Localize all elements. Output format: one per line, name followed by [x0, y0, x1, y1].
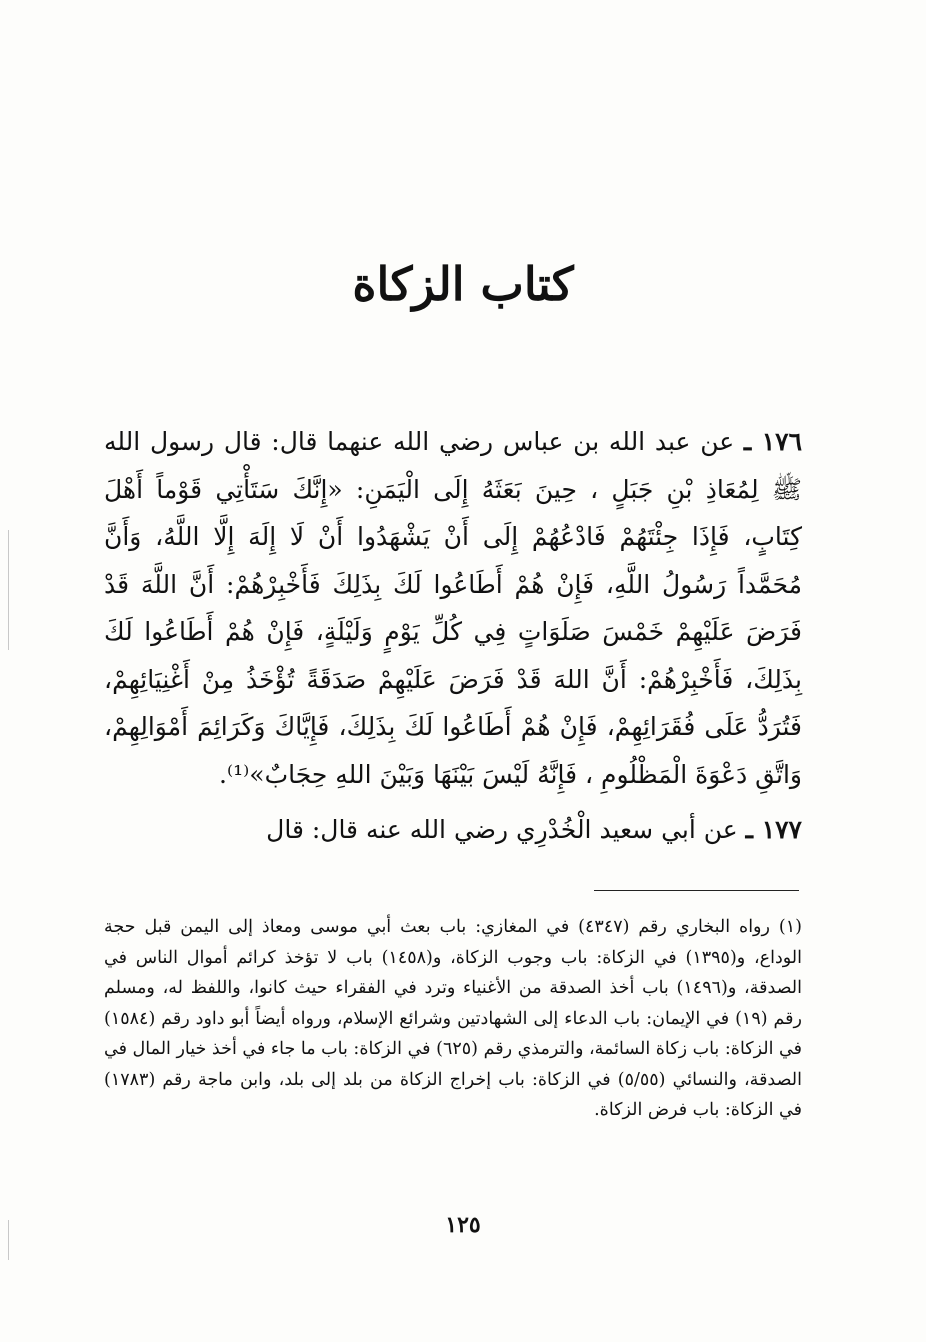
scan-edge-mark: [8, 530, 9, 650]
page-number: ١٢٥: [445, 1212, 481, 1238]
hadith-number: ١٧٧ ـ: [745, 815, 802, 844]
hadith-text: عن أبي سعيد الْخُدْرِي رضي الله عنه قال: قال: [266, 815, 738, 844]
hadith-body: [104, 418, 802, 854]
footnotes: [104, 912, 802, 1126]
footnote-separator: [594, 890, 799, 891]
hadith-176: [104, 418, 802, 798]
hadith-177: [104, 806, 802, 854]
hadith-number: ١٧٦ ـ: [743, 427, 803, 456]
footnote-1: [104, 912, 802, 1126]
chapter-title: كتاب الزكاة: [352, 256, 574, 311]
hadith-text: عن عبد الله بن عباس رضي الله عنهما قال: قال رسول الله ﷺ لِمُعَاذِ بْنِ جَبَلٍ ، حِينَ بَعَثَهُ إِلَى الْيَمَنِ: «إِنَّكَ سَتَأْتِي قَوْماً أَهْلَ كِتَابٍ، فَإِذَا جِئْتَهُمْ فَادْعُهُمْ إِلَى أَنْ يَشْهَدُوا أَنْ لَا إِلَهَ إِلَّا اللَّهُ، وَأَنَّ مُحَمَّداً رَسُولُ اللَّهِ، فَإِنْ هُمْ أَطَاعُوا لَكَ بِذَلِكَ فَأَخْبِرْهُمْ: أَنَّ اللَّهَ قَدْ فَرَضَ عَلَيْهِمْ خَمْسَ صَلَوَاتٍ فِي كُلِّ يَوْمٍ وَلَيْلَةٍ، فَإِنْ هُمْ أَطَاعُوا لَكَ بِذَلِكَ، فَأَخْبِرْهُمْ: أَنَّ اللهَ قَدْ فَرَضَ عَلَيْهِمْ صَدَقَةً تُؤْخَذُ مِنْ أَغْنِيَائِهِمْ، فَتُرَدُّ عَلَى فُقَرَائِهِمْ، فَإِنْ هُمْ أَطَاعُوا لَكَ بِذَلِكَ، فَإِيَّاكَ وَكَرَائِمَ أَمْوَالِهِمْ، وَاتَّقِ دَعْوَةَ الْمَظْلُومِ ، فَإِنَّهُ لَيْسَ بَيْنَهَا وَبَيْنَ اللهِ حِجَابٌ»⁽¹⁾.: [104, 427, 803, 789]
footnote-marker: (١): [778, 917, 802, 937]
footnote-text: رواه البخاري رقم (٤٣٤٧) في المغازي: باب بعث أبي موسى ومعاذ إلى اليمن قبل حجة الوداع، و(١٣٩٥) في الزكاة: باب وجوب الزكاة، و(١٤٥٨) باب لا تؤخذ كرائم أموال الناس في الصدقة، و(١٤٩٦) باب أخذ الصدقة من الأغنياء وترد في الفقراء حيث كانوا، واللفظ له، ومسلم رقم (١٩) في الإيمان: باب الدعاء إلى الشهادتين وشرائع الإسلام، ورواه أيضاً أبو داود رقم (١٥٨٤) في الزكاة: باب زكاة السائمة، والترمذي رقم (٦٢٥) في الزكاة: باب ما جاء في أخذ خيار المال في الصدقة، والنسائي (٥/٥٥) في الزكاة: باب إخراج الزكاة من بلد إلى بلد، وابن ماجة رقم (١٧٨٣) في الزكاة: باب فرض الزكاة.: [104, 917, 803, 1120]
